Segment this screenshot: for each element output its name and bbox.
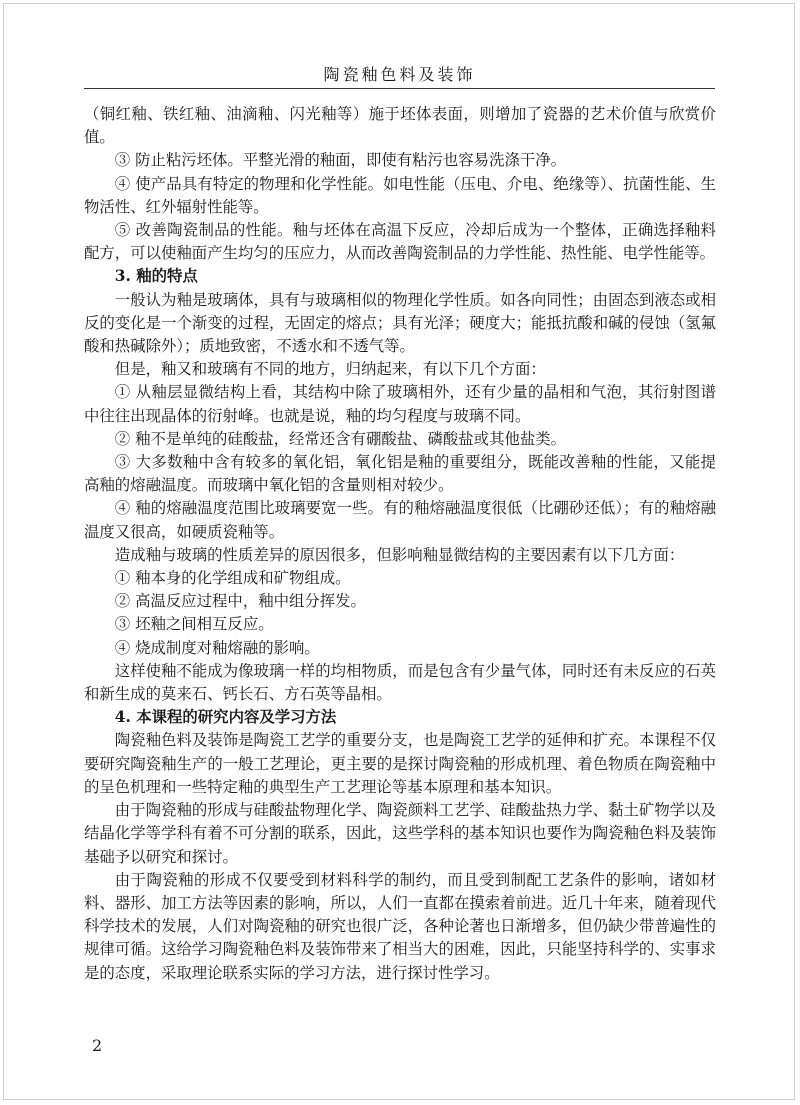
paragraph: 陶瓷釉色料及装饰是陶瓷工艺学的重要分支，也是陶瓷工艺学的延伸和扩充。本课程不仅要研究陶瓷釉生产的一般工艺理论，更主要的是探讨陶瓷釉的形成机理、着色物质在陶瓷釉中的呈色机理和一些特定釉的典型生产工艺理论等基本原理和基本知识。	[84, 731, 716, 796]
list-item: ④ 烧成制度对釉熔融的影响。	[114, 638, 320, 657]
list-item: ② 高温反应过程中，釉中组分挥发。	[114, 592, 366, 611]
list-item: ② 釉不是单纯的硅酸盐，经常还含有硼酸盐、磷酸盐或其他盐类。	[114, 429, 567, 448]
paragraph: 一般认为釉是玻璃体，具有与玻璃相似的物理化学性质。如各向同性；由固态到液态或相反的变化是一个渐变的过程，无固定的熔点；具有光泽；硬度大；能抵抗酸和碱的侵蚀（氢氟酸和热碱除外）；质地致密，不透水和不透气等。	[84, 290, 716, 356]
paragraph: （铜红釉、铁红釉、油滴釉、闪光釉等）施于坯体表面，则增加了瓷器的艺术价值与欣赏价值。	[84, 105, 716, 147]
list-item: ③ 坯釉之间相互反应。	[114, 615, 274, 634]
paragraph: 由于陶瓷釉的形成与硅酸盐物理化学、陶瓷颜料工艺学、硅酸盐热力学、黏土矿物学以及结晶化学等学科有着不可分割的联系，因此，这些学科的基本知识也要作为陶瓷釉色料及装饰基础予以研究和探讨。	[84, 801, 716, 866]
list-item: ④ 釉的熔融温度范围比玻璃要宽一些。有的釉熔融温度很低（比硼砂还低）；有的釉熔融温度又很高，如硬质瓷釉等。	[84, 499, 716, 541]
section-heading: 4. 本课程的研究内容及学习方法	[114, 708, 337, 727]
paragraph: 由于陶瓷釉的形成不仅要受到材料科学的制约，而且受到制配工艺条件的影响，诸如材料、器形、加工方法等因素的影响，所以，人们一直都在摸索着前进。近几十年来，随着现代科学技术的发展，人们对陶瓷釉的研究也很广泛，各种论著也日渐增多，但仍缺少带普遍性的规律可循。这给学习陶瓷釉色料及装饰带来了相当大的困难，因此，只能坚持科学的、实事求是的态度，采取理论联系实际的学习方法，进行探讨性学习。	[84, 870, 716, 982]
body-text	[84, 103, 716, 985]
list-item: ① 从釉层显微结构上看，其结构中除了玻璃相外，还有少量的晶相和气泡，其衍射图谱中往往出现晶体的衍射峰。也就是说，釉的均匀程度与玻璃不同。	[84, 383, 716, 425]
running-header: 陶瓷釉色料及装饰	[323, 65, 476, 84]
header-rule	[84, 88, 715, 89]
paragraph: 这样使釉不能成为像玻璃一样的均相物质，而是包含有少量气体，同时还有未反应的石英和新生成的莫来石、钙长石、方石英等晶相。	[84, 661, 716, 704]
list-item: ③ 大多数釉中含有较多的氧化铝，氧化铝是釉的重要组分，既能改善釉的性能，又能提高釉的熔融温度。而玻璃中氧化铝的含量则相对较少。	[84, 453, 716, 495]
page-number: 2	[92, 1036, 103, 1055]
list-item: ④ 使产品具有特定的物理和化学性能。如电性能（压电、介电、绝缘等）、抗菌性能、生物活性、红外辐射性能等。	[84, 174, 716, 216]
list-item: ⑤ 改善陶瓷制品的性能。釉与坯体在高温下反应，冷却后成为一个整体，正确选择釉料配方，可以使釉面产生均匀的压应力，从而改善陶瓷制品的力学性能、热性能、电学性能等。	[84, 221, 716, 263]
paragraph: 但是，釉又和玻璃有不同的地方，归纳起来，有以下几个方面：	[114, 360, 546, 379]
list-item: ③ 防止粘污坯体。平整光滑的釉面，即使有粘污也容易洗涤干净。	[114, 151, 567, 170]
section-heading: 3. 釉的特点	[114, 267, 198, 286]
paragraph: 造成釉与玻璃的性质差异的原因很多，但影响釉显微结构的主要因素有以下几方面：	[114, 545, 685, 564]
list-item: ① 釉本身的化学组成和矿物组成。	[114, 569, 351, 588]
